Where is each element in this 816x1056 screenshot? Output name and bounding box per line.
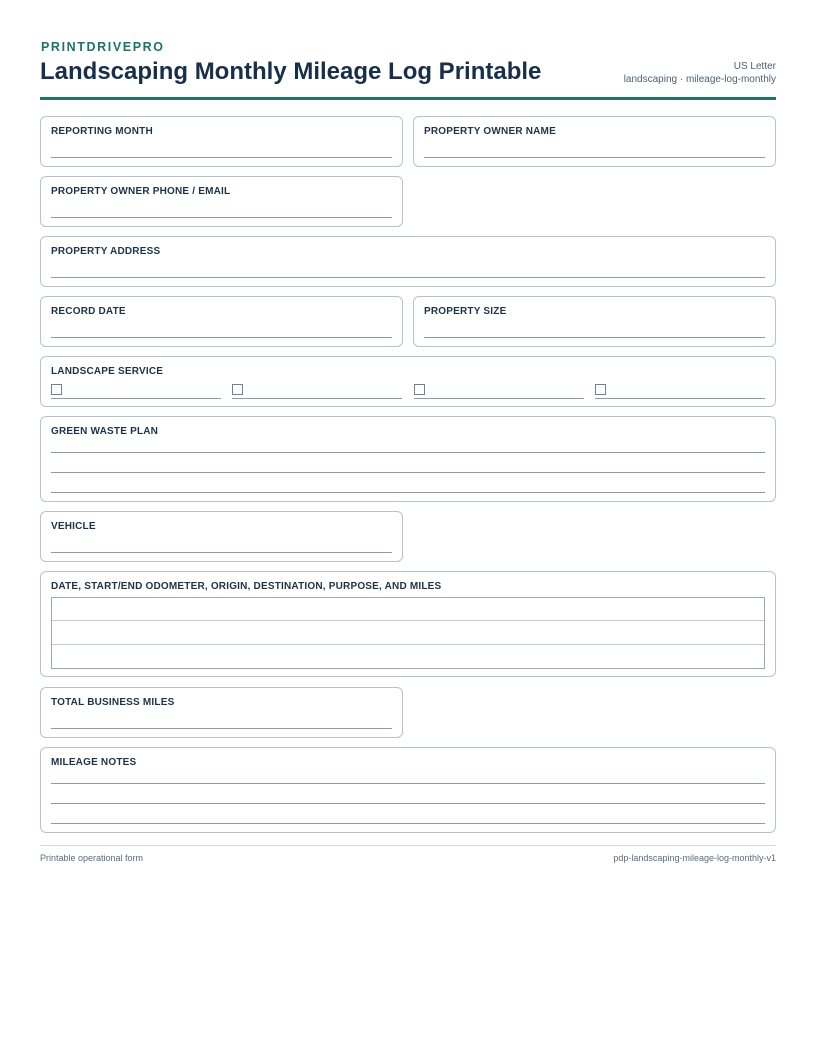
landscape-service-option-2[interactable] xyxy=(232,383,402,399)
footer-form-id: pdp-landscaping-mileage-log-monthly-v1 xyxy=(613,853,776,863)
option-write-line[interactable] xyxy=(51,398,221,399)
mileage-notes-line-3[interactable] xyxy=(51,823,765,824)
reporting-month-input-line[interactable] xyxy=(51,157,392,158)
property-address-label: PROPERTY ADDRESS xyxy=(51,246,161,257)
mileage-notes-line-2[interactable] xyxy=(51,803,765,804)
document-meta xyxy=(624,60,776,86)
property-owner-contact-input-line[interactable] xyxy=(51,217,392,218)
reporting-month-label: REPORTING MONTH xyxy=(51,126,153,137)
record-date-input-line[interactable] xyxy=(51,337,392,338)
landscape-service-option-1[interactable] xyxy=(51,383,221,399)
green-waste-plan-line-3[interactable] xyxy=(51,492,765,493)
table-row[interactable] xyxy=(52,621,764,644)
green-waste-plan-field[interactable] xyxy=(40,416,776,502)
checkbox[interactable] xyxy=(232,384,243,395)
total-business-miles-field[interactable] xyxy=(40,687,403,738)
landscape-service-field xyxy=(40,356,776,407)
option-write-line[interactable] xyxy=(232,398,402,399)
green-waste-plan-label: GREEN WASTE PLAN xyxy=(51,426,159,437)
property-owner-name-field[interactable] xyxy=(413,116,776,167)
property-size-input-line[interactable] xyxy=(424,337,765,338)
brand-logo-text: PRINTDRIVEPRO xyxy=(41,40,165,54)
total-business-miles-input-line[interactable] xyxy=(51,728,392,729)
landscape-service-option-3[interactable] xyxy=(414,383,584,399)
trip-log-label: DATE, START/END ODOMETER, ORIGIN, DESTINATION, PURPOSE, AND MILES xyxy=(51,581,442,592)
property-address-field[interactable] xyxy=(40,236,776,287)
property-address-input-line[interactable] xyxy=(51,277,765,278)
property-size-field[interactable] xyxy=(413,296,776,347)
table-row[interactable] xyxy=(52,598,764,621)
mileage-notes-label: MILEAGE NOTES xyxy=(51,757,137,768)
vehicle-field[interactable] xyxy=(40,511,403,562)
table-row[interactable] xyxy=(52,645,764,668)
checkbox[interactable] xyxy=(414,384,425,395)
footer-form-type: Printable operational form xyxy=(40,853,144,863)
trip-log-table xyxy=(51,597,765,669)
record-date-field[interactable] xyxy=(40,296,403,347)
property-owner-name-input-line[interactable] xyxy=(424,157,765,158)
record-date-label: RECORD DATE xyxy=(51,306,126,317)
property-owner-contact-label: PROPERTY OWNER PHONE / EMAIL xyxy=(51,186,231,197)
vehicle-label: VEHICLE xyxy=(51,521,96,532)
trip-log-field xyxy=(40,571,776,677)
total-business-miles-label: TOTAL BUSINESS MILES xyxy=(51,697,175,708)
property-size-label: PROPERTY SIZE xyxy=(424,306,507,317)
reporting-month-field[interactable] xyxy=(40,116,403,167)
vehicle-input-line[interactable] xyxy=(51,552,392,553)
document-tags: landscaping · mileage-log-monthly xyxy=(623,74,776,85)
footer-divider xyxy=(40,845,776,846)
mileage-notes-field[interactable] xyxy=(40,747,776,833)
property-owner-name-label: PROPERTY OWNER NAME xyxy=(424,126,556,137)
paper-size-label: US Letter xyxy=(733,61,776,72)
page-title: Landscaping Monthly Mileage Log Printable xyxy=(40,58,542,85)
header-divider xyxy=(40,97,776,100)
green-waste-plan-line-2[interactable] xyxy=(51,472,765,473)
checkbox[interactable] xyxy=(595,384,606,395)
option-write-line[interactable] xyxy=(414,398,584,399)
green-waste-plan-line-1[interactable] xyxy=(51,452,765,453)
option-write-line[interactable] xyxy=(595,398,765,399)
landscape-service-option-4[interactable] xyxy=(595,383,765,399)
landscape-service-label: LANDSCAPE SERVICE xyxy=(51,366,164,377)
property-owner-contact-field[interactable] xyxy=(40,176,403,227)
checkbox[interactable] xyxy=(51,384,62,395)
mileage-notes-line-1[interactable] xyxy=(51,783,765,784)
